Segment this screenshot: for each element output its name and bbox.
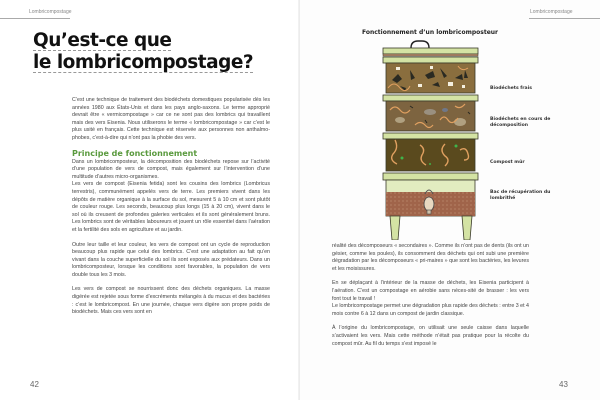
wormery-illustration — [370, 40, 490, 240]
paragraph: Les vers de compost (Eisenia fetida) sont les cousins des lombrics (Lombricus terrestris), communément appelés vers de terre. Les premiers vivent dans les dépôts de matière organique à la surface du sol, mesurent 5 à 10 cm et sont plutôt de couleur rouge. Les seconds, beaucoup plus longs (15 à 20 cm), vivent dans le sol où ils creusent de profondes galeries verticales et ils sont généralement bruns. Les lombrics sont de véritables laboureurs et jouent un rôle essentiel dans l’aération et la fertilité des sols en agriculture et au jardin. — [72, 181, 270, 233]
page-number-right: 43 — [559, 380, 568, 389]
page-number-left: 42 — [30, 380, 39, 389]
running-head-left: Lombricompostage — [29, 9, 72, 15]
title-line-1: Qu’est-ce que — [33, 30, 172, 51]
paragraph: Le lombricompostage permet une dégradation plus rapide des déchets : entre 3 et 4 mois contre 6 à 12 dans un compost de jardin classique. — [332, 303, 529, 317]
title-line-2: le lombricompostage? — [33, 52, 254, 73]
lid — [383, 48, 478, 54]
section-heading: Principe de fonctionnement — [72, 148, 198, 158]
running-head-right: Lombricompostage — [530, 9, 573, 15]
right-leg — [462, 216, 472, 240]
intro-paragraph: C’est une technique de traitement des biodéchets domestiques popularisée dès les années 1980 aux États-Unis et dans les pays anglo-saxons. Le terme approprié devrait être « vermicompostage » car ce ne sont pas des lombrics qui travaillent mais des vers Eisenia. Nous utiliserons le terme « lombricompostage » car c’est le plus usité en français. Cette technique est réservée aux personnes non anthalmo-phobes, c’est-à-dire qui n’ont pas la phobie des vers. — [72, 97, 270, 141]
label-worm-tea-tray: Bac de récupération du lombrithé — [490, 190, 551, 201]
left-leg — [390, 216, 400, 240]
paragraph: À l’origine du lombricompostage, on utilisait une seule caisse dans laquelle s’activaient les vers. Mais cette méthode n’était pas pratique pour la récolte du compost mûr. Au fil du temps s’est imposé le — [332, 325, 529, 347]
paragraph: Dans un lombricomposteur, la décomposition des biodéchets repose sur l’activité d’une population de vers de compost, mais également sur l’intervention d’une multitude d’autres micro-organismes. — [72, 158, 270, 180]
paragraph: Outre leur taille et leur couleur, les vers de compost ont un cycle de reproduction beaucoup plus rapide que celui des lombrics. C’est une adaptation au fait qu’en vivant dans la couche superficielle du sol ils sont exposés aux prédateurs. Dans un lombricomposteur, lorsque les conditions sont favorables, la population de vers double tous les 3 mois. — [72, 241, 270, 278]
label-fresh-biowaste: Biodéchets frais — [490, 86, 532, 91]
label-mature-compost: Compost mûr — [490, 160, 525, 165]
page-title — [33, 30, 253, 74]
intro-column — [72, 97, 270, 317]
tray-mature-compost — [386, 139, 475, 171]
paragraph: réalité des décomposeurs « secondaires ». Comme ils n’ont pas de dents (ils ont un gésier, comme les poules), ils consomment des déchets qui ont subi une première dégradation par les décomposeurs « pri-maires » que sont les bactéries, les levures et les moisissures. — [332, 243, 529, 272]
running-head-rule — [529, 18, 600, 19]
lid-handle — [411, 41, 429, 48]
diagram-title: Fonctionnement d’un lombricomposteur — [361, 29, 499, 36]
paragraph: Les vers de compost se nourrissent donc des déchets organiques. La masse digérée est rejetée sous forme d’excréments mélangés à du mucus et des bactéries : c’est le lombricompost. En une journée, chaque vers digère son propre poids de biodéchets. Mais ces vers sont en — [72, 286, 270, 316]
paragraph: En se déplaçant à l’intérieur de la masse de déchets, les Eisenia participent à l’aération. C’est un compostage en aérobie sans néces-sité de brasser : les vers font tout le travail ! — [332, 280, 529, 302]
label-decomposing-biowaste: Biodéchets en cours de décomposition — [490, 117, 551, 128]
running-head-rule — [0, 18, 70, 19]
right-column — [332, 243, 529, 348]
